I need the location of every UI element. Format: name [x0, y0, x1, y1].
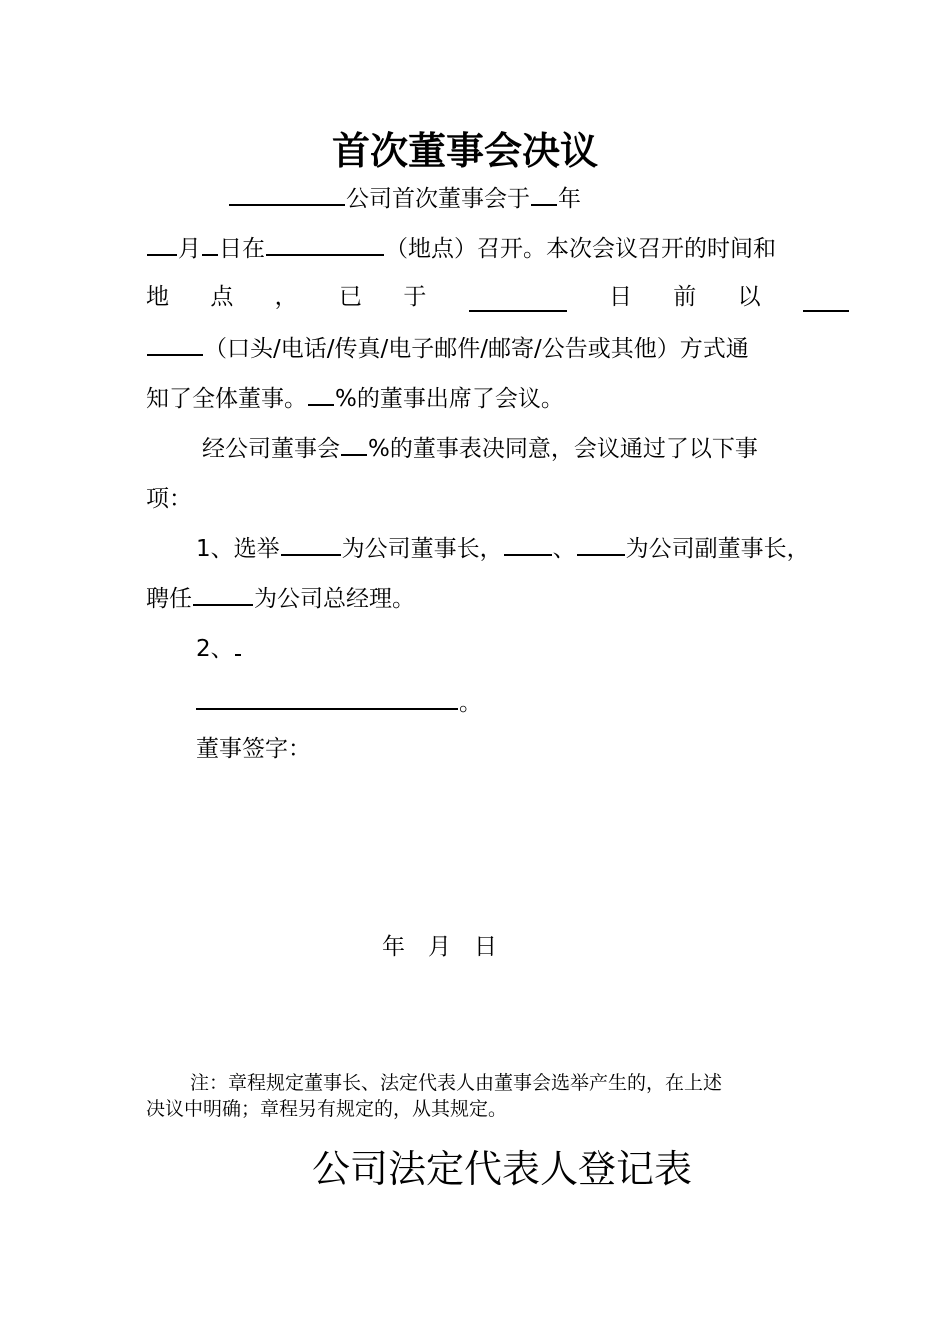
text-fragment: ，	[274, 284, 298, 310]
text-fragment: 为公司总经理。	[254, 586, 415, 612]
text-fragment: 2、	[196, 636, 234, 662]
attendance-percent-blank	[308, 384, 334, 406]
item1-line2	[146, 584, 415, 614]
paragraph1-line5	[146, 384, 564, 414]
chairman-blank	[281, 534, 341, 556]
location-blank	[266, 234, 384, 256]
text-fragment: %的董事出席了会议。	[335, 386, 564, 412]
text-fragment: 经公司董事会	[202, 436, 340, 462]
notice-method-blank-1	[803, 290, 849, 312]
vice-chairman-blank-2	[577, 534, 625, 556]
item2-content-blank	[196, 688, 458, 710]
text-fragment: （地点）召开。本次会议召开的时间和	[385, 236, 776, 262]
registration-form-title: 公司法定代表人登记表	[312, 1147, 693, 1191]
text-fragment: 于	[403, 284, 427, 310]
paragraph2-line1	[202, 434, 758, 464]
text-fragment: 日	[608, 284, 632, 310]
paragraph1-line4	[146, 334, 749, 364]
notice-date-blank	[469, 290, 567, 312]
text-fragment: 公司首次董事会于	[346, 186, 530, 212]
text-fragment: 1、选举	[196, 536, 280, 562]
paragraph2-line2: 项：	[146, 486, 192, 512]
text-fragment: 聘任	[146, 586, 192, 612]
note-line1: 注：章程规定董事长、法定代表人由董事会选举产生的，在上述	[190, 1072, 723, 1094]
text-fragment: 年	[558, 186, 581, 212]
text-fragment: （口头/电话/传真/电子邮件/邮寄/公告或其他）方式通	[204, 336, 749, 362]
text-fragment: 月	[178, 236, 201, 262]
text-fragment: 前	[673, 284, 697, 310]
text-fragment: 以	[737, 284, 761, 310]
year-blank	[531, 184, 557, 206]
approval-percent-blank	[341, 434, 367, 456]
date-label: 年 月 日	[382, 934, 497, 960]
paragraph1-line1	[228, 184, 581, 214]
vice-chairman-blank-1	[504, 534, 552, 556]
text-fragment: 点	[210, 284, 234, 310]
text-fragment: 为公司副董事长，	[625, 536, 810, 562]
text-fragment: 地	[146, 284, 169, 310]
note-line2: 决议中明确；章程另有规定的，从其规定。	[146, 1098, 508, 1120]
day-blank	[202, 234, 218, 256]
notice-method-blank-2	[147, 334, 203, 356]
paragraph1-line3	[146, 282, 850, 312]
item2-short-blank	[235, 634, 241, 656]
text-fragment: 为公司董事长，	[341, 536, 503, 562]
text-fragment: 知了全体董事。	[146, 386, 307, 412]
item1-line1	[196, 534, 810, 564]
item2-line2	[196, 688, 482, 718]
paragraph1-line2	[146, 234, 776, 264]
text-fragment: 、	[552, 536, 576, 562]
signature-label: 董事签字：	[196, 736, 311, 762]
text-fragment: 日在	[219, 236, 265, 262]
item2-line1	[196, 634, 242, 664]
general-manager-blank	[193, 584, 253, 606]
document-title: 首次董事会决议	[332, 129, 599, 173]
text-fragment: 已	[338, 284, 362, 310]
text-fragment: %的董事表决同意，会议通过了以下事	[368, 436, 758, 462]
company-name-blank	[229, 184, 345, 206]
month-blank	[147, 234, 177, 256]
text-fragment: 。	[459, 690, 482, 716]
